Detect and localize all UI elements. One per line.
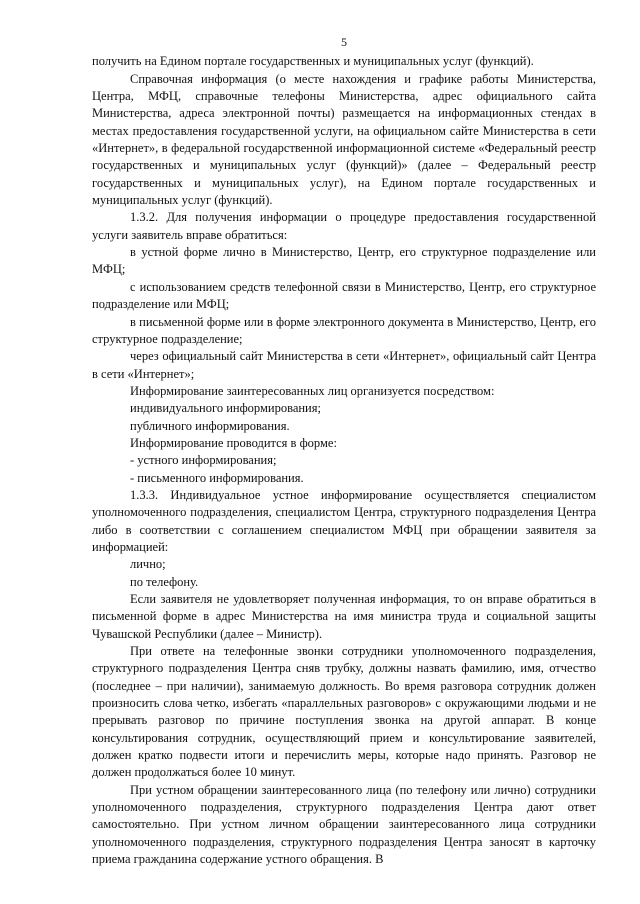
paragraph: с использованием средств телефонной связи в Министерство, Центр, его структурное подразделение или МФЦ; — [92, 279, 596, 312]
paragraph: получить на Едином портале государственных и муниципальных услуг (функций). — [92, 54, 534, 69]
document-body — [92, 53, 596, 868]
paragraph: индивидуального информирования; — [130, 401, 321, 416]
paragraph: Если заявителя не удовлетворяет полученная информация, то он вправе обратиться в письменной форме в адрес Министерства на имя министра труда и социальной защиты Чувашской Республики (далее – Министр). — [92, 592, 596, 641]
paragraph: При ответе на телефонные звонки сотрудники уполномоченного подразделения, структурного подразделения Центра сняв трубку, должны назвать фамилию, имя, отчество (последнее – при наличии), занимаемую должность. Во время разговора сотрудник должен произносить слова четко, избегать «параллельных разговоров» с окружающими людьми и не прерывать разговор по причине поступления звонка на другой аппарат. В конце консультирования сотрудник, осуществляющий прием и консультирование заявителей, должен кратко подвести итоги и перечислить меры, которые надо принять. Разговор не должен продолжаться более 10 минут. — [92, 644, 596, 780]
paragraph: в письменной форме или в форме электронного документа в Министерство, Центр, его структурное подразделение; — [92, 314, 596, 346]
page-number: 5 — [341, 35, 347, 49]
paragraph: Информирование заинтересованных лиц организуется посредством: — [130, 383, 495, 398]
paragraph: - письменного информирования. — [130, 470, 304, 485]
paragraph: При устном обращении заинтересованного лица (по телефону или лично) сотрудники уполномоченного подразделения, структурного подразделения Центра дают ответ самостоятельно. При устном личном обращении заинтересованного лица сотрудники уполномоченного подразделения, структурного подразделения Центра заносят в карточку приема гражданина содержание устного обращения. В — [92, 782, 596, 867]
paragraph: - устного информирования; — [130, 453, 277, 468]
paragraph: публичного информирования. — [130, 418, 290, 433]
document-page — [92, 34, 596, 869]
paragraph: в устной форме лично в Министерство, Центр, его структурное подразделение или МФЦ; — [92, 245, 596, 277]
paragraph: 1.3.3. Индивидуальное устное информирование осуществляется специалистом уполномоченного подразделения, специалистом Центра, структурного подразделения Центра либо в соответствии с соглашением специалистом МФЦ при обращении заявителя за информацией: — [92, 487, 596, 554]
paragraph: лично; — [130, 557, 166, 572]
paragraph: Информирование проводится в форме: — [130, 435, 337, 450]
paragraph: через официальный сайт Министерства в сети «Интернет», официальный сайт Центра в сети «Интернет»; — [92, 349, 596, 381]
paragraph: 1.3.2. Для получения информации о процедуре предоставления государственной услуги заявитель вправе обратиться: — [92, 210, 596, 242]
paragraph: Справочная информация (о месте нахождения и графике работы Министерства, Центра, МФЦ, справочные телефоны Министерства, адрес официального сайта Министерства, адреса электронной почты) размещается на информационных стендах в местах предоставления государственной услуги, на официальном сайте Министерства в сети «Интернет», в федеральной государственной информационной системе «Федеральный реестр государственных и муниципальных услуг (функций)» (далее – Федеральный реестр государственных и муниципальных услуг), на Едином портале государственных и муниципальных услуг (функций). — [92, 71, 596, 208]
paragraph: по телефону. — [130, 574, 199, 589]
